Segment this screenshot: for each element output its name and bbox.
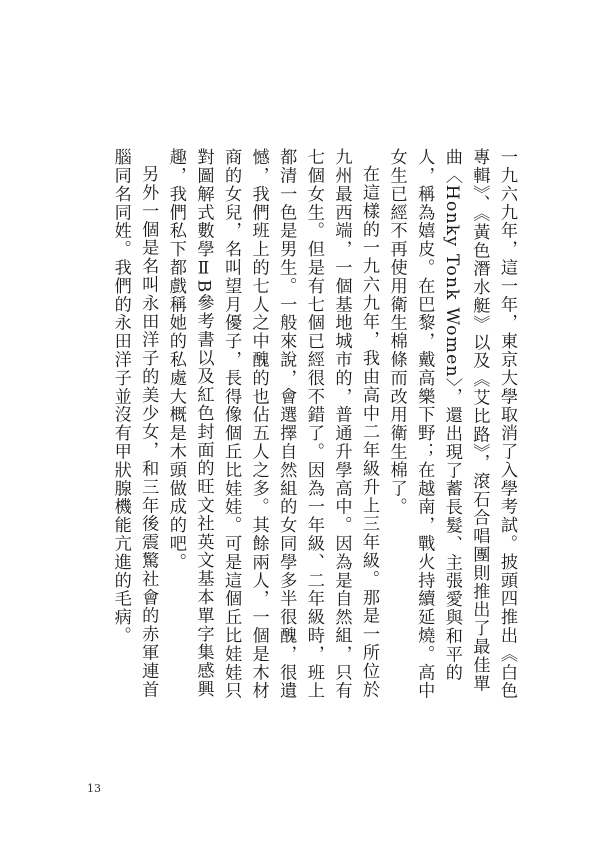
- page-number: 13: [87, 782, 101, 795]
- vertical-text-body: [60, 148, 520, 708]
- paragraph-1: 一九六九年，這一年，東京大學取消了入學考試。披頭四推出《白色專輯》、《黃色潛水艇》以及《艾比路》，滾石合唱團則推出了最佳單曲〈Honky Tonk Women〉，還出現了蓄長髮、主張愛與和平的人，稱為嬉皮。在巴黎，戴高樂下野；在越南，戰火持續延燒。高中女生已經不再使用衛生棉條而改用衛生棉了。: [386, 148, 517, 700]
- paragraph-2: 在這樣的一九六九年，我由高中二年級升上三年級。那是一所位於九州最西端，一個基地城市的，普通升學高中。因為是自然組，只有七個女生。但是有七個已經很不錯了。因為一年級、二年級時，班上都清一色是男生。一般來說，會選擇自然組的女同學多半很醜，很遺憾，我們班上的七人之中醜的也佔五人之多。其餘兩人，一個是木材商的女兒，名叫望月優子，長得像個丘比娃娃。可是這個丘比娃娃只對圖解式數學ⅡB參考書以及紅色封面的旺文社英文基本單字集感興趣，我們私下都戲稱她的私處大概是木頭做成的吧。: [165, 148, 380, 700]
- paragraph-3: 另外一個是名叫永田洋子的美少女，和三年後震驚社會的赤軍連首腦同名同姓。我們的永田洋子並沒有甲狀腺機能亢進的毛病。: [110, 148, 159, 699]
